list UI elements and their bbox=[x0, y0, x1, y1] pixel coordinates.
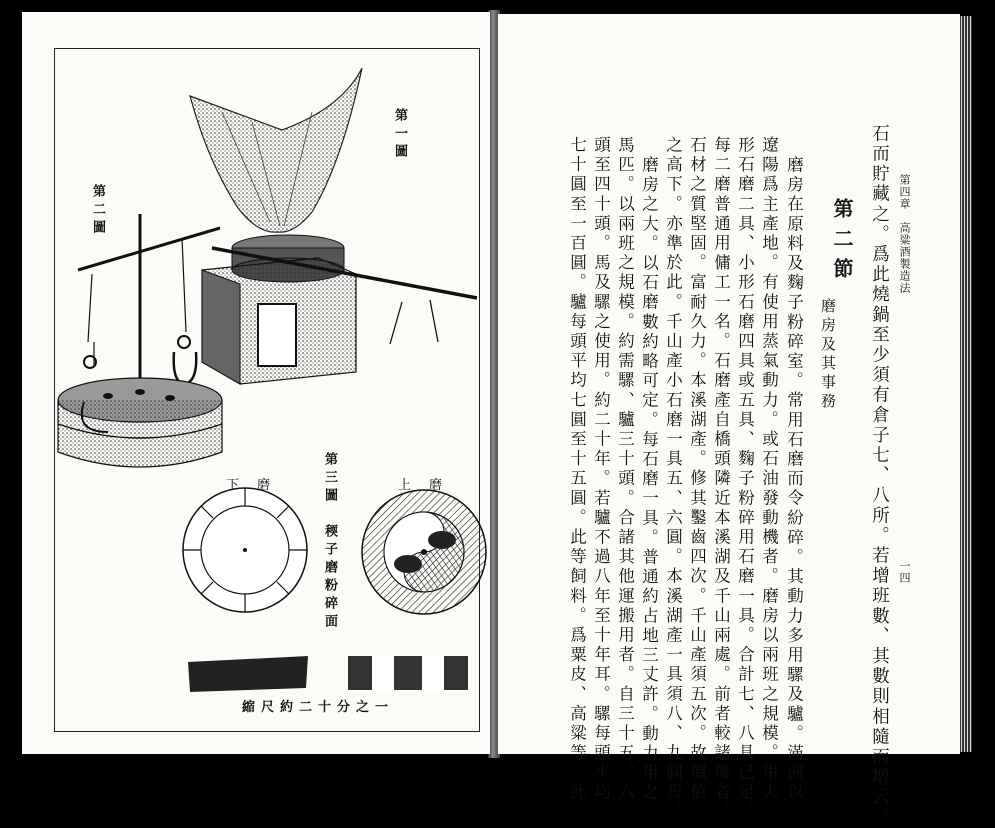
stand-opening bbox=[258, 304, 296, 366]
figure-1-label: 第一圖 bbox=[392, 108, 407, 162]
lead-line: 石而貯藏之。爲此燒鍋至少須有倉子七、八所。若增班數、其數則相隨而增云。 bbox=[869, 124, 890, 828]
figure-drawings bbox=[22, 12, 490, 754]
lower-stone-label: 下磨 bbox=[226, 478, 289, 493]
figure-3-label: 第三圖 稬子磨粉碎面 bbox=[322, 452, 337, 632]
body-column: 石材之質堅固。富耐久力。本溪湖產。修其鑿齒四次。千山產須五次。故價値 bbox=[687, 136, 707, 803]
body-column: 頭至四十頭。馬及騾之使用。約二十年。若驢不過八年至十年耳。騾每頭平均 bbox=[591, 136, 611, 803]
section-title: 第二節 bbox=[830, 198, 854, 288]
scale-note: 縮尺約二十分之一 bbox=[242, 700, 395, 715]
body-column: 每二磨普通用傭工一名。石磨產自橋頭隣近本溪湖及千山兩處。前者較諸後者。 bbox=[711, 136, 731, 822]
body-column: 形石磨二具、小形石磨四具或五具、麴子粉碎用石磨一具。合計七、八具已足。 bbox=[735, 136, 755, 822]
body-column: 磨房之大。以石磨數約略可定。每石磨一具。普通約占地三丈許。動力用之 bbox=[639, 156, 659, 803]
section-subtitle: 磨房及其事務 bbox=[819, 298, 837, 412]
running-head: 第四章 高粱酒製造法 bbox=[898, 174, 911, 294]
upper-stone-label: 上磨 bbox=[398, 478, 461, 493]
figure-2-label: 第二圖 bbox=[90, 184, 105, 238]
body-column: 七十圓至一百圓。驢每頭平均七圓至十五圓。此等飼料。爲粟皮、高粱等。此 bbox=[567, 136, 587, 803]
body-column: 之高下。亦準於此。千山產小石磨一具五、六圓。本溪湖產一具須八、九圓焉。 bbox=[663, 136, 683, 822]
page-edges bbox=[958, 16, 972, 752]
body-column: 遼陽爲主產地。有使用蒸氣動力。或石油發動機者。磨房以兩班之規模。用大 bbox=[759, 136, 779, 803]
body-column: 磨房在原料及麴子粉碎室。常用石磨而令紛碎。其動力多用騾及驢。滿洲以 bbox=[784, 156, 804, 803]
hopper-cloth bbox=[190, 68, 362, 232]
page-number: 一四 bbox=[898, 560, 911, 584]
body-column: 馬匹。以兩班之規模。約需騾、驢三十頭。合諸其他運搬用者。自三十五、六 bbox=[615, 136, 635, 803]
left-page bbox=[22, 12, 490, 754]
right-page bbox=[498, 14, 960, 828]
